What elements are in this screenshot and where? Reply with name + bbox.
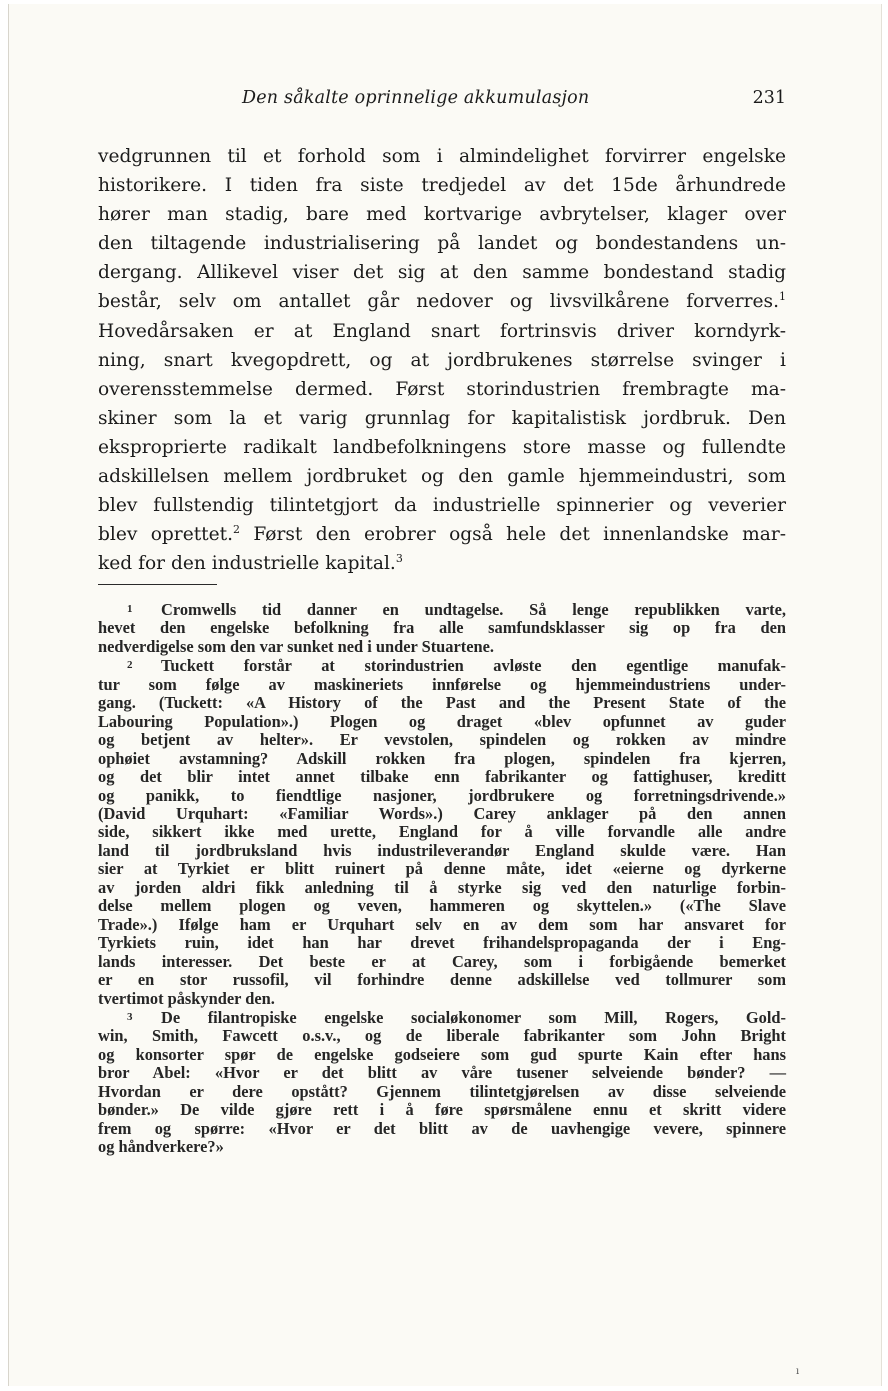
footnote-line-content: Cromwells tid danner en undtagelse. Så lenge republikken varte, (161, 600, 786, 619)
text-line: den tiltagende industrialisering på landet og bondestandens un- (98, 233, 786, 255)
footnote-line: tur som følge av maskineriets innførelse og hjemmeindustriens under- (98, 674, 786, 694)
footnote-line: av jorden aldri fikk anledning til å styrke sig ved den naturlige forbin- (98, 877, 786, 897)
text-line: eksproprierte radikalt landbefolkningens store masse og fullendte (98, 436, 786, 458)
running-title: Den såkalte oprinnelige akkumulasjon (242, 88, 590, 108)
footnote-1 (98, 600, 786, 656)
text-line: dergang. Allikevel viser det sig at den samme bondestand stadig (98, 262, 786, 284)
footnote-line: og det blir intet annet tilbake enn fabrikanter og fattighuser, kreditt (98, 767, 786, 787)
stray-mark: ı (796, 1366, 800, 1377)
body-text (98, 142, 786, 578)
footnote-marker: 2 (127, 659, 133, 672)
page-number: 231 (752, 88, 786, 108)
footnote-line: hevet den engelske befolkning fra alle samfundsklasser sig op fra den (98, 618, 786, 638)
footnote-ref-3: 3 (395, 552, 403, 566)
footnote-line: nedverdigelse som den var sunket ned i under Stuartene. (98, 636, 494, 656)
footnote-line (98, 1008, 786, 1027)
text-line: Hovedårsaken er at England snart fortrinsvis driver korndyrk- (98, 320, 786, 342)
footnote-ref-1: 1 (779, 290, 786, 304)
footnote-line: sier at Tyrkiet er blitt ruinert på denne måte, idet «eierne og dyrkerne (98, 859, 786, 879)
footnote-line: tvertimot påskynder den. (98, 988, 275, 1008)
footnote-line: og håndverkere?» (98, 1137, 224, 1157)
text-line: hører man stadig, bare med kortvarige avbrytelser, klager over (98, 204, 786, 226)
footnote-line: lands interesser. Det beste er at Carey, som i forbigående bemerket (98, 951, 786, 971)
footnote-marker: 1 (127, 603, 133, 615)
footnote-line: bror Abel: «Hvor er det blitt av våre tusener selveiende bønder? — (98, 1063, 786, 1083)
footnote-line: Tyrkiets ruin, idet han har drevet frihandelspropaganda der i Eng- (98, 933, 786, 953)
text-line-content: Først den erobrer også hele det innenlandske mar- (253, 524, 786, 546)
text-line-content: blev oprettet. (98, 524, 234, 546)
text-line: blev fullstendig tilintetgjort da industrielle spinnerier og veverier (98, 495, 786, 517)
footnote-line: Hvordan er dere opstått? Gjennem tilintetgjørelsen av disse selveiende (98, 1081, 786, 1101)
footnote-line: er en stor russofil, vil forhindre denne adskillelse ved tollmurer som (98, 970, 786, 990)
footnote-line: win, Smith, Fawcett o.s.v., og de liberale fabrikanter som John Bright (98, 1026, 786, 1046)
footnote-line: gang. (Tuckett: «A History of the Past and the Present State of the (98, 693, 786, 713)
footnote-line: land til jordbruksland hvis industrileverandør England skulde være. Han (98, 840, 786, 860)
footnote-line-content: Tuckett forstår at storindustrien avløste den egentlige manufak- (161, 656, 786, 676)
text-line: ning, snart kvegopdrett, og at jordbrukenes størrelse svinger i (98, 349, 786, 371)
page-header (97, 88, 785, 118)
footnote-line-content: De filantropiske engelske socialøkonomer som Mill, Rogers, Gold- (161, 1007, 786, 1027)
footnote-line (98, 600, 786, 619)
footnote-line: frem og spørre: «Hvor er det blitt av de uavhengige vevere, spinnere (98, 1118, 786, 1138)
text-line (98, 549, 786, 578)
footnote-line: Labouring Population».) Plogen og draget «blev opfunnet av guder (98, 711, 786, 731)
footnotes (98, 600, 786, 1157)
footnote-line: delse mellem plogen og veven, hammeren og skyttelen.» («The Slave (98, 896, 786, 916)
text-line (98, 520, 786, 549)
footnote-line: side, sikkert ikke med urette, England for å ville forvandle alle andre (98, 822, 786, 842)
text-line: adskillelsen mellem jordbruket og den gamle hjemmeindustri, som (98, 466, 786, 488)
footnote-marker: 3 (127, 1010, 133, 1023)
footnote-line: og konsorter spør de engelske godseiere som gud spurte Kain efter hans (98, 1044, 786, 1064)
text-line-content: ked for den industrielle kapital. (98, 553, 396, 575)
footnote-line: ophøiet avstamning? Adskill rokken fra plogen, spindelen fra kjerren, (98, 748, 786, 768)
footnote-ref-2: 2 (233, 523, 241, 537)
text-line: overensstemmelse dermed. Først storindustrien frembragte ma- (98, 378, 786, 400)
text-line: vedgrunnen til et forhold som i almindelighet forvirrer engelske (98, 146, 786, 167)
text-line: skiner som la et varig grunnlag for kapitalistisk jordbruk. Den (98, 407, 786, 429)
footnote-line: Trade».) Ifølge ham er Urquhart selv en av dem som har ansvaret for (98, 914, 786, 934)
book-page (8, 4, 882, 1386)
footnote-separator (98, 584, 217, 585)
footnote-line: bønder.» De vilde gjøre rett i å føre spørsmålene ennu et skritt videre (98, 1100, 786, 1120)
text-line (98, 287, 786, 316)
text-line: historikere. I tiden fra siste tredjedel av det 15de århundrede (98, 175, 786, 197)
footnote-line: og panikk, to fiendtlige nasjoner, jordbrukere og forretningsdrivende.» (98, 785, 786, 805)
footnote-line: (David Urquhart: «Familiar Words».) Carey anklager på den annen (98, 803, 786, 823)
text-line-content: består, selv om antallet går nedover og livsvilkårene forverres. (98, 291, 779, 313)
footnote-3 (98, 1008, 786, 1157)
footnote-line: og betjent av helter». Er vevstolen, spindelen og rokken av mindre (98, 730, 786, 750)
footnote-line (98, 656, 786, 675)
footnote-2 (98, 656, 786, 1008)
